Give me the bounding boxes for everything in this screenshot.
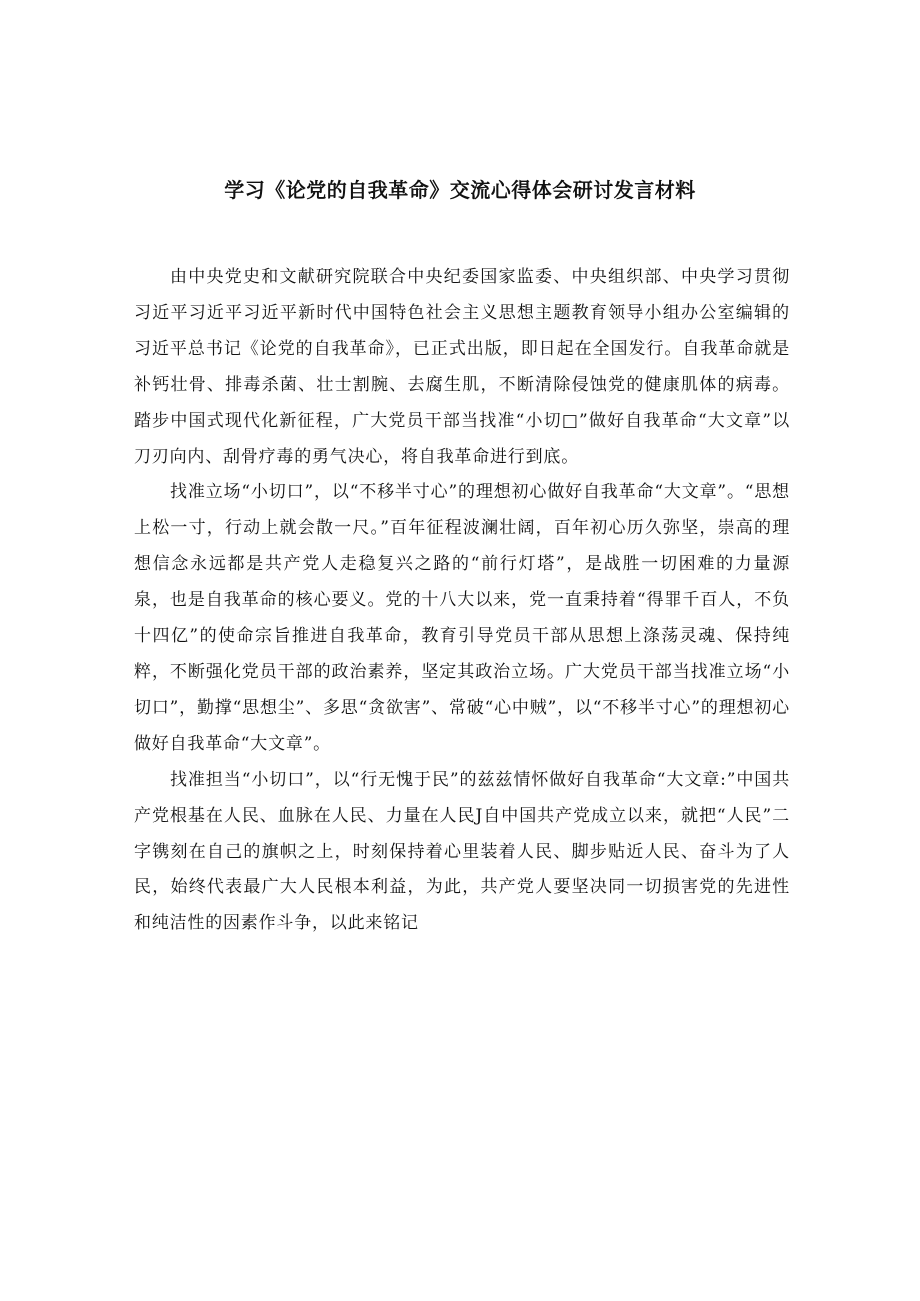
paragraph-2: 找准立场“小切口”，以“不移半寸心”的理想初心做好自我革命“大文章”。“思想上松一寸，行动上就会散一尺。”百年征程波澜壮阔，百年初心历久弥坚，崇高的理想信念永远都是共产党人走稳复兴之路的“前行灯塔”，是战胜一切困难的力量源泉，也是自我革命的核心要义。党的十八大以来，党一直秉持着“得罪千百人，不负十四亿”的使命宗旨推进自我革命，教育引导党员干部从思想上涤荡灵魂、保持纯粹，不断强化党员干部的政治素养，坚定其政治立场。广大党员干部当找准立场“小切口”，勤撑“思想尘”、多思“贪欲害”、常破“心中贼”，以“不移半寸心”的理想初心做好自我革命“大文章”。 — [134, 482, 790, 754]
document-body — [134, 260, 790, 942]
document-title: 学习《论党的自我革命》交流心得体会研讨发言材料 — [224, 178, 696, 202]
paragraph-3: 找准担当“小切口”，以“行无愧于民”的兹兹情怀做好自我革命“大文章:”中国共产党根基在人民、血脉在人民、力量在人民J自中国共产党成立以来，就把“人民”二字镌刻在自己的旗帜之上，时刻保持着心里装着人民、脚步贴近人民、奋斗为了人民，始终代表最广大人民根本利益，为此，共产党人要坚决同一切损害党的先进性和纯洁性的因素作斗争，以此来铭记 — [134, 769, 790, 934]
paragraph-1: 由中央党史和文献研究院联合中央纪委国家监委、中央组织部、中央学习贯彻习近平习近平习近平新时代中国特色社会主义思想主题教育领导小组办公室编辑的习近平总书记《论党的自我革命》，已正式出版，即日起在全国发行。自我革命就是补钙壮骨、排毒杀菌、壮士割腕、去腐生肌，不断清除侵蚀党的健康肌体的病毒。踏步中国式现代化新征程，广大党员干部当找准“小切□”做好自我革命“大文章”以刀刃向内、刮骨疗毒的勇气决心，将自我革命进行到底。 — [134, 267, 790, 467]
